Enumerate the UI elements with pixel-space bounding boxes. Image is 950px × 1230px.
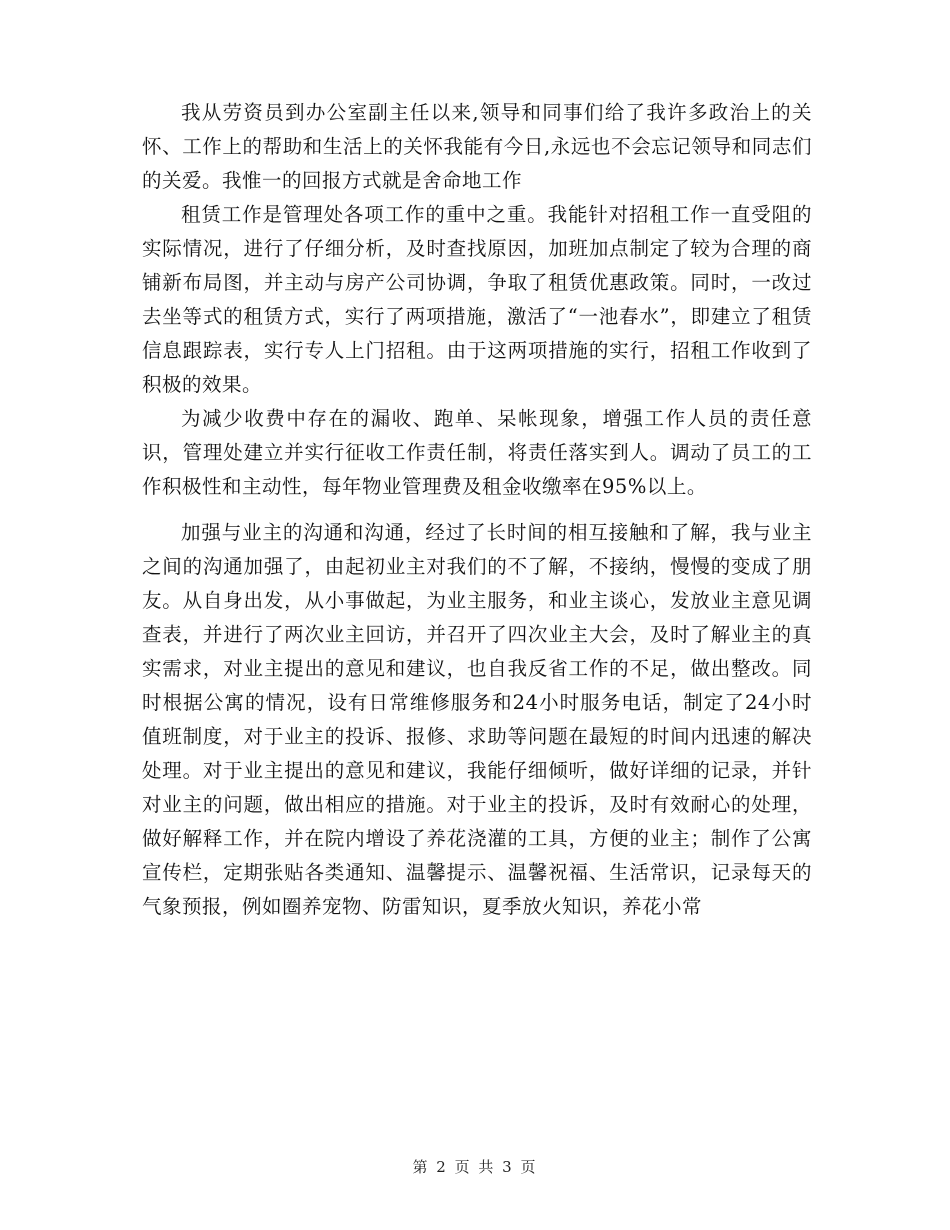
paragraph-2: 租赁工作是管理处各项工作的重中之重。我能针对招租工作一直受阻的实际情况，进行了仔细分析，及时查找原因，加班加点制定了较为合理的商铺新布局图，并主动与房产公司协调，争取了租赁优惠政策。同时，一改过去坐等式的租赁方式，实行了两项措施，激活了“一池春水”，即建立了租赁信息跟踪表，实行专人上门招租。由于这两项措施的实行，招租工作收到了积极的效果。 [142,203,812,396]
paragraph-3: 为减少收费中存在的漏收、跑单、呆帐现象，增强工作人员的责任意识，管理处建立并实行征收工作责任制，将责任落实到人。调动了员工的工作积极性和主动性，每年物业管理费及租金收缴率在95%以上。 [142,407,812,498]
document-body [142,96,812,924]
paragraph-1: 我从劳资员到办公室副主任以来,领导和同事们给了我许多政治上的关怀、工作上的帮助和生活上的关怀我能有今日,永远也不会忘记领导和同志们的关爱。我惟一的回报方式就是舍命地工作 [142,101,812,192]
page-number-footer: 第 2 页 共 3 页 [412,1158,538,1176]
paragraph-4: 加强与业主的沟通和沟通，经过了长时间的相互接触和了解，我与业主之间的沟通加强了，由起初业主对我们的不了解，不接纳，慢慢的变成了朋友。从自身出发，从小事做起，为业主服务，和业主谈心，发放业主意见调查表，并进行了两次业主回访，并召开了四次业主大会，及时了解业主的真实需求，对业主提出的意见和建议，也自我反省工作的不足，做出整改。同时根据公寓的情况，设有日常维修服务和24小时服务电话，制定了24小时值班制度，对于业主的投诉、报修、求助等问题在最短的时间内迅速的解决处理。对于业主提出的意见和建议，我能仔细倾听，做好详细的记录，并针对业主的问题，做出相应的措施。对于业主的投诉，及时有效耐心的处理，做好解释工作，并在院内增设了养花浇灌的工具，方便的业主；制作了公寓宣传栏，定期张贴各类通知、温馨提示、温馨祝福、生活常识，记录每天的气象预报，例如圈养宠物、防雷知识，夏季放火知识，养花小常 [142,521,812,918]
